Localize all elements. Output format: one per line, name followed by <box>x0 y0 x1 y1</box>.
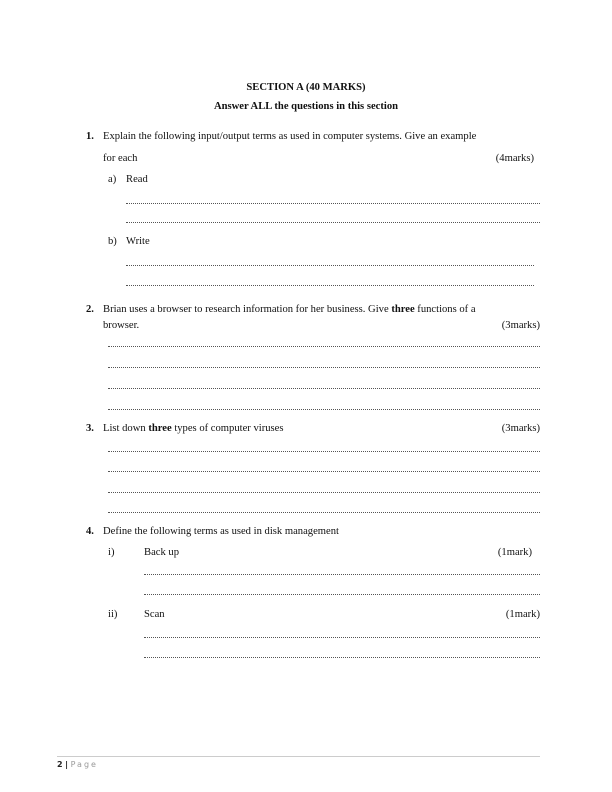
question-text: browser. <box>103 320 140 331</box>
marks: (1mark) <box>497 547 532 558</box>
instruction: Answer ALL the questions in this section <box>213 101 399 112</box>
footer-divider <box>57 756 540 757</box>
answer-line[interactable] <box>144 594 540 595</box>
marks: (3marks) <box>501 423 540 434</box>
question-number: 1. <box>86 131 94 142</box>
answer-line[interactable] <box>144 574 540 575</box>
question-number: 3. <box>86 423 94 434</box>
part-label: i) <box>108 547 115 558</box>
question-text: Brian uses a browser to research information for her business. Give three functions of a <box>103 304 476 315</box>
part-text: Read <box>126 174 148 185</box>
answer-line[interactable] <box>126 222 540 223</box>
answer-line[interactable] <box>108 451 540 452</box>
page-footer <box>57 760 98 769</box>
question-text: Define the following terms as used in disk management <box>103 526 339 537</box>
page-number: 2 <box>57 760 63 769</box>
part-text: Scan <box>144 609 165 620</box>
marks: (4marks) <box>495 153 534 164</box>
answer-line[interactable] <box>126 265 534 266</box>
answer-line[interactable] <box>126 203 540 204</box>
answer-line[interactable] <box>108 388 540 389</box>
question-number: 4. <box>86 526 94 537</box>
part-label: a) <box>108 174 117 185</box>
answer-line[interactable] <box>144 637 540 638</box>
page-label: Page <box>70 760 98 769</box>
marks: (3marks) <box>501 320 540 331</box>
question-text: Explain the following input/output terms as used in computer systems. Give an example <box>103 131 477 142</box>
answer-line[interactable] <box>108 492 540 493</box>
section-title: SECTION A (40 MARKS) <box>246 82 366 93</box>
part-text: Write <box>126 236 150 247</box>
answer-line[interactable] <box>126 285 534 286</box>
answer-line[interactable] <box>108 512 540 513</box>
part-label: b) <box>108 236 117 247</box>
answer-line[interactable] <box>108 367 540 368</box>
answer-line[interactable] <box>108 409 540 410</box>
question-text: for each <box>103 153 138 164</box>
part-label: ii) <box>108 609 118 620</box>
question-text: List down three types of computer viruses <box>103 423 284 434</box>
marks: (1mark) <box>505 609 540 620</box>
answer-line[interactable] <box>108 471 540 472</box>
answer-line[interactable] <box>144 657 540 658</box>
answer-line[interactable] <box>108 346 540 347</box>
question-number: 2. <box>86 304 94 315</box>
footer-separator: | <box>65 760 69 769</box>
part-text: Back up <box>144 547 180 558</box>
